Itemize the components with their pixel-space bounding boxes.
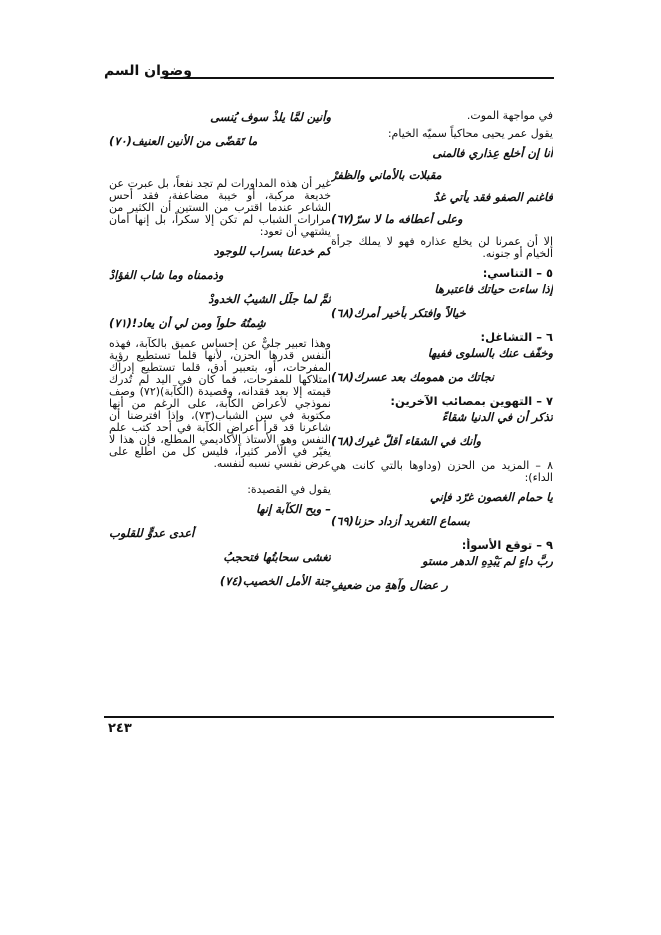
right-column-verse-line: بسماع التغريد أزداد حزنا(٦٩) [331,514,471,528]
right-column-verse-line: تذكر أن في الدنيا شقاءً [441,410,553,424]
left-column-verse-line: جنة الأمل الخصيب(٧٤) [219,574,331,588]
right-column-verse-line: خيالاً وافتكر بأخير أمرك(٦٨) [331,306,466,320]
right-column-head-line: ٧ – التهوين بمصائب الآخرين: [390,394,553,408]
footer-rule [104,716,554,718]
header-rule [164,77,554,79]
right-column [331,110,553,592]
right-column-prose-line: إلا أن عمرنا لن يخلع عذاره فهو لا يملك جرأة الخيام أو جنونه. [331,235,553,260]
right-column-prose-line: ٨ – المزيد من الحزن (وداوها بالتي كانت هي الداء): [331,459,553,484]
right-column-verse-line: فاغنم الصفو فقد يأتي غدٌ [433,190,553,204]
left-column-verse-line: – ويح الكآبة إنها [255,502,331,516]
left-column-verse-line: ثمَّ لما جلّل الشيبُ الخدودْ [208,292,331,306]
right-column-prose-line: يقول عمر يحيى محاكياً سميّه الخيام: [387,127,553,140]
left-column-verse-line: ما تَقضّى من الأنين العنيف(٧٠) [109,134,258,148]
right-column-verse-line: وأنك في الشقاء أقلُّ غيرك(٦٨) [331,434,482,448]
left-column-verse-line: شِمتُهُ حلواً ومن لي أن يعاد!(٧١) [109,316,266,330]
left-column-verse-line: تغشى سحابتُها فتحجبُ [223,550,331,564]
right-column-verse-line: وخفّف عنك بالسلوى ففيها [427,346,553,360]
page-number: ٢٤٣ [108,721,132,736]
right-column-verse-line: يا حمام الغصون غرّد فإني [430,490,553,504]
running-header-title: وضوان السم [104,63,192,79]
left-column-verse-line: أعدى عدوٍّ للقلوب [109,526,195,540]
left-column [109,110,331,588]
right-column-verse-line: أنا إن أخلع عِذاري فالمنى [432,146,553,160]
left-column-verse-line: كم خدعنا بسراب للوجود [213,244,331,258]
right-column-verse-line: نجاتك من همومك بعد عسرك(٦٨) [331,370,495,384]
right-column-verse-line: وعلى أعطافه ما لا سرّ(٦٧) [331,212,463,226]
left-column-prose-line: يقول في القصيدة: [247,483,331,496]
right-column-head-line: ٥ – التناسي: [482,266,553,280]
right-column-head-line: ٦ – التشاغل: [480,330,553,344]
right-column-verse-line: ربَّ داءٍ لم يَبْدِهِ الدهر مستو [422,554,553,568]
right-column-head-line: ٩ – توقع الأسوأ: [461,538,553,552]
right-column-verse-line: رِ عضال وآهةٍ من ضعيفِ [331,578,448,592]
right-column-verse-line: إذا ساءت حياتك فاعتبرها [434,282,553,296]
left-column-verse-line: وذممناه وما شاب الفؤادْ [109,268,224,282]
left-column-prose-line: وهذا تعبير جليٌّ عن إحساس عميق بالكآبة، فهذه النفس قدرها الحزن، لأنها قلما تستطيع رؤية المفرحات، أو، بتعبير أدق، قلما تستطيع إدراك امتلاكها للمفرحات، فما كان في اليد لم تُدرك قيمته إلا بعد فقدانه، وقصيدة (الكآبة)(٧٢) وصف نموذجي لأعراض الكآبة، على الرغم من أنها مكتوبة في سن الشباب(٧٣)، وإذا افترضنا أن شاعرنا قد قرأ أعراض الكآبة في أحد كتب علم النفس وهو الأستاذ الأكاديمي المطلع، فإن هذا لا يغيّر في الأمر كثيراً، فليس كل من اطلع على عرض نفسي نسبه لنفسه. [109,337,332,470]
right-column-prose-line: في مواجهة الموت. [466,109,553,122]
right-column-verse-line: مقبلات بالأماني والظفرْ [331,168,442,182]
left-column-prose-line: غير أن هذه المداورات لم تجد نفعاً، بل عبرت عن خديعة مركبة، أو خيبة مضاعفة، فقد أحس الشاعر عندما اقترب من الستين أن الكثير من مرارات الشباب لم تكن إلا سكراً، بل إنها أمان يشتهي أن تعود: [109,177,331,238]
left-column-verse-line: وأنين لمَّا يلذْ سوف يُنسى [210,110,331,124]
